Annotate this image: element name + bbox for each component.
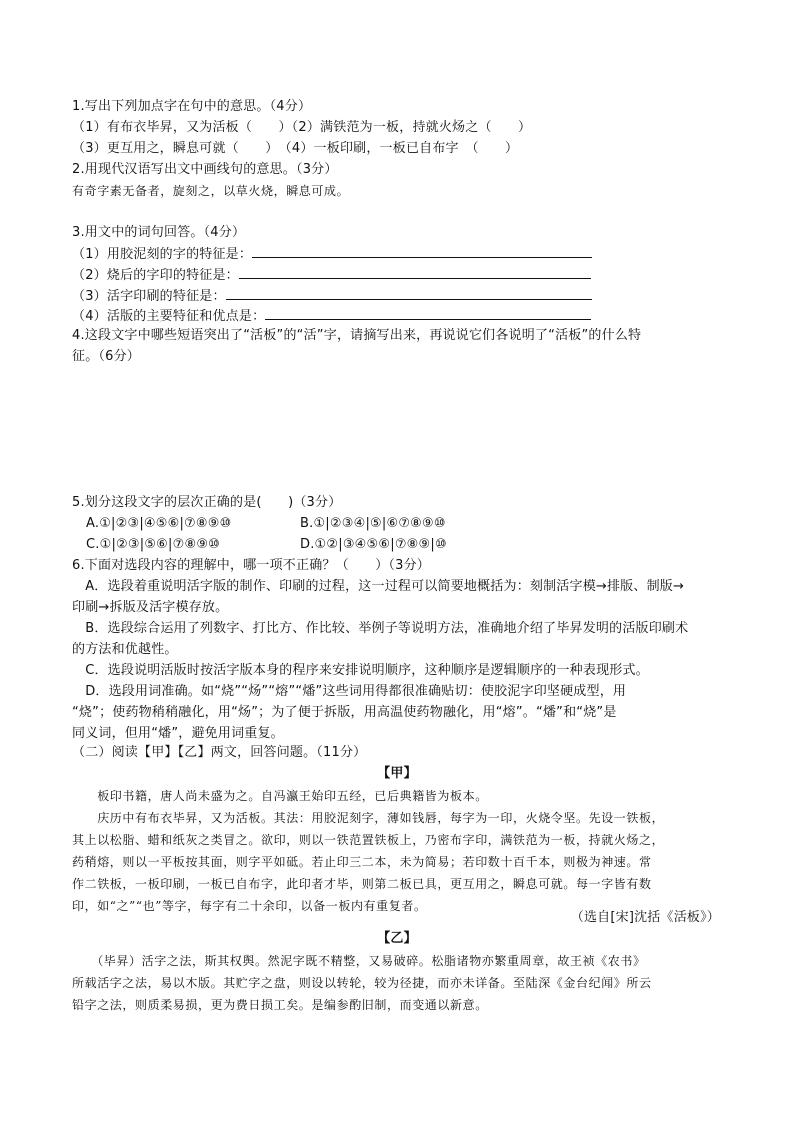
question-6-line: D．选段用词准确。如“烧”“炀”“熔”“燔”这些词用得都很准确贴切：使胶泥字印坚硬成型，用 xyxy=(72,684,627,699)
option-d[interactable]: D.①②|③④⑤⑥|⑦⑧⑨|⑩ xyxy=(300,537,447,552)
question-6-line: 的方法和优越性。 xyxy=(72,642,178,657)
question-4-line-1: 4.这段文字中哪些短语突出了“活板”的“活”字，请摘写出来，再说说它们各说明了“活板”的什么特 xyxy=(72,328,642,343)
question-3-item-3 xyxy=(72,286,592,306)
passage-yi-line: （毕昇）活字之法，斯其权舆。然泥字既不精整，又易破碎。松脂诸物亦繁重周章，故王祯《农书》 xyxy=(72,954,646,968)
question-5-title: 5.划分这段文字的层次正确的是( )（3分） xyxy=(72,495,342,510)
question-6-line: “烧”；使药物稍稍融化，用“炀”；为了便于拆版，用高温使药物融化，用“熔”。“燔”和“烧”是 xyxy=(72,705,617,720)
question-3-item-3-label: （3）活字印刷的特征是： xyxy=(72,289,226,304)
passage-yi-line: 铅字之法，则质柔易损，更为费日损工矣。是编参酌旧制，而变通以新意。 xyxy=(72,998,488,1012)
answer-blank-4[interactable] xyxy=(265,306,591,320)
question-6-line: C．选段说明活版时按活字版本身的程序来安排说明顺序，这种顺序是逻辑顺序的一种表现形式。 xyxy=(72,663,649,678)
answer-blank-3[interactable] xyxy=(226,286,592,300)
passage-jia-heading: 【甲】 xyxy=(377,766,417,781)
question-6-line: 印刷→拆版及活字模存放。 xyxy=(72,600,229,615)
question-3-title: 3.用文中的词句回答。（4分） xyxy=(72,225,246,240)
passage-jia-line: 印，如“之”“也”等字，每字有二十余印，以备一板内有重复者。 xyxy=(72,899,427,913)
passage-jia-source: （选自[宋]沈括《活板》） xyxy=(570,910,720,925)
passage-jia-line: 其上以松脂、蜡和纸灰之类冒之。欲印，则以一铁范置铁板上，乃密布字印，满铁范为一板，持就火炀之， xyxy=(72,833,665,847)
answer-blank-2[interactable] xyxy=(239,265,591,279)
question-3-item-2 xyxy=(72,265,591,285)
question-3-item-4-label: （4）活版的主要特征和优点是： xyxy=(72,309,266,324)
section-2-title: （二）阅读【甲】【乙】两文，回答问题。（11分） xyxy=(72,745,367,760)
option-b[interactable]: B.①|②③④|⑤|⑥⑦⑧⑨⑩ xyxy=(300,516,446,531)
question-6-line: A．选段着重说明活字版的制作、印刷的过程，这一过程可以简要地概括为：刻制活字模→排版、制版→ xyxy=(72,579,685,594)
question-1-title: 1.写出下列加点字在句中的意思。（4分） xyxy=(72,99,312,114)
passage-yi-heading: 【乙】 xyxy=(377,931,417,946)
question-3-item-4 xyxy=(72,306,591,326)
passage-jia-line: 作二铁板，一板印刷，一板已自布字，此印者才毕，则第二板已具，更互用之，瞬息可就。每一字皆有数 xyxy=(72,877,652,891)
passage-yi-line: 所载活字之法，易以木版。其贮字之盘，则设以转轮，较为径捷，而亦未详备。至陆深《金台纪闻》所云 xyxy=(72,976,652,990)
option-a[interactable]: A.①|②③|④⑤⑥|⑦⑧⑨⑩ xyxy=(86,516,232,531)
answer-blank-1[interactable] xyxy=(252,244,592,258)
passage-jia-line: 药稍熔，则以一平板按其面，则字平如砥。若止印三二本，未为简易；若印数十百千本，则极为神速。常 xyxy=(72,855,652,869)
question-4-line-2: 征。（6分） xyxy=(72,349,140,364)
question-6-line: 同义词，但用“燔”，避免用词重复。 xyxy=(72,726,284,741)
question-2-sentence: 有奇字素无备者，旋刻之，以草火烧，瞬息可成。 xyxy=(72,184,350,198)
question-3-item-1-label: （1）用胶泥刻的字的特征是： xyxy=(72,247,253,262)
question-6-title: 6.下面对选段内容的理解中，哪一项不正确？（ ）（3分） xyxy=(72,558,430,573)
question-1-line-1: （1）有布衣毕昇，又为活板（ ）（2）满铁范为一板，持就火炀之（ ） xyxy=(72,120,532,135)
question-1-line-2: （3）更互用之，瞬息可就（ ） （4）一板印刷，一板已自布字 （ ） xyxy=(72,141,519,156)
question-6-line: B．选段综合运用了列数字、打比方、作比较、举例子等说明方法，准确地介绍了毕昇发明的活版印刷术 xyxy=(72,621,689,636)
question-3-item-1 xyxy=(72,244,592,264)
option-c[interactable]: C.①|②③|⑤⑥|⑦⑧⑨⑩ xyxy=(86,537,221,552)
question-3-item-2-label: （2）烧后的字印的特征是： xyxy=(72,268,239,283)
passage-jia-line: 庆历中有布衣毕昇，又为活板。其法：用胶泥刻字，薄如钱唇，每字为一印，火烧令坚。先设一铁板， xyxy=(72,811,665,825)
question-2-title: 2.用现代汉语写出文中画线句的意思。（3分） xyxy=(72,162,338,177)
passage-jia-line: 板印书籍，唐人尚未盛为之。自冯瀛王始印五经，已后典籍皆为板本。 xyxy=(72,789,488,803)
